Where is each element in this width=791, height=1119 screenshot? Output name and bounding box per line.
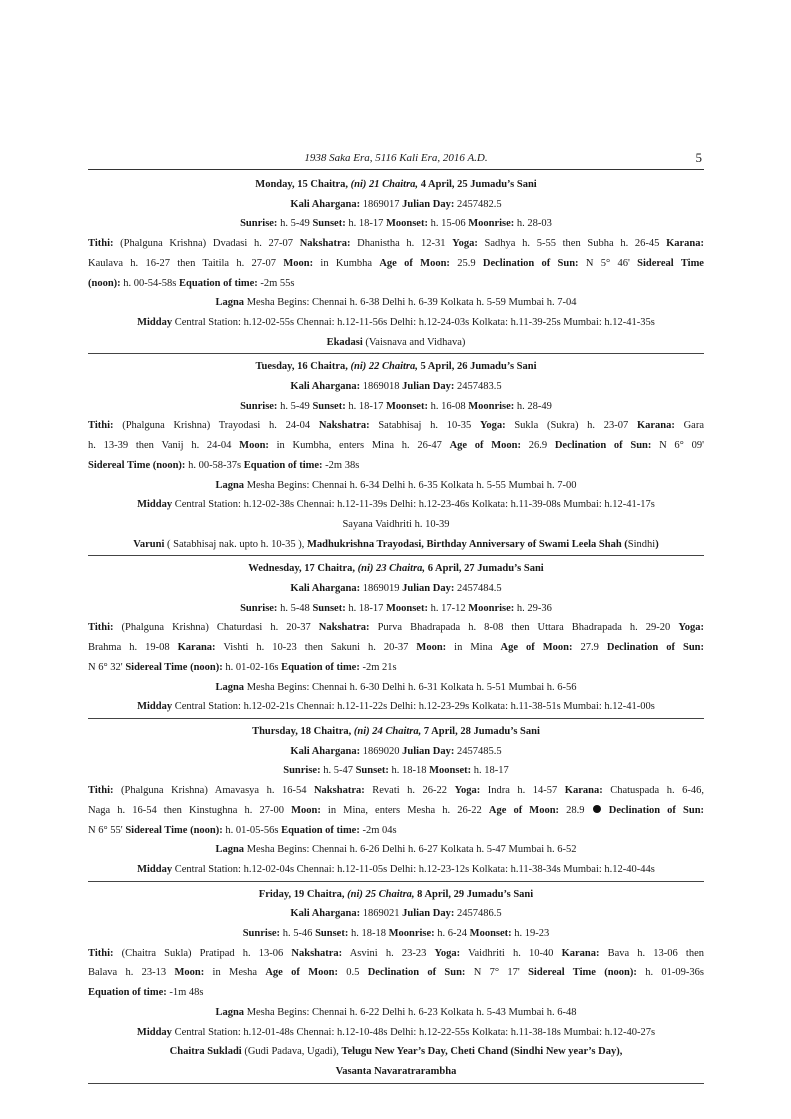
day-heading: Wednesday, 17 Chaitra, (ni) 23 Chaitra, 6 April, 27 Jumadu’s Sani (248, 563, 544, 575)
ahargana-line: Kali Ahargana: 1869017 Julian Day: 2457482.5 (290, 198, 502, 210)
lagna-line: Lagna Mesha Begins: Chennai h. 6-22 Delhi h. 6-23 Kolkata h. 5-43 Mumbai h. 6-48 (215, 1006, 577, 1018)
midday-line: Midday Central Station: h.12-01-48s Chennai: h.12-10-48s Delhi: h.12-22-55s Kolkata: h.11-38-18s Mumbai: h.12-40-27s (136, 1026, 656, 1038)
running-header (88, 151, 704, 170)
panchang-details: Tithi: (Chaitra Sukla) Pratipad h. 13-06 Nakshatra: Asvini h. 23-23 Yoga: Vaidhriti h. 10-40 Karana: Bava h. 13-06 then Balava h. 23-13 Moon: in Mesha Age of Moon: 0.5 Declination of Sun: N 7° 17' Sidereal Time (noon): h. 01-09-36s Equation of time: -1m 48s (88, 947, 704, 999)
sun-moon-times: Sunrise: h. 5-46 Sunset: h. 18-18 Moonrise: h. 6-24 Moonset: h. 19-23 (242, 928, 550, 940)
header-title: 1938 Saka Era, 5116 Kali Era, 2016 A.D. (304, 152, 488, 164)
day-heading: Friday, 19 Chaitra, (ni) 25 Chaitra, 8 April, 29 Jumadu’s Sani (258, 888, 534, 900)
lagna-line: Lagna Mesha Begins: Chennai h. 6-26 Delhi h. 6-27 Kolkata h. 5-47 Mumbai h. 6-52 (215, 844, 577, 856)
day-heading: Monday, 15 Chaitra, (ni) 21 Chaitra, 4 April, 25 Jumadu’s Sani (255, 179, 537, 190)
day-entry-wednesday (88, 559, 704, 719)
almanac-content (88, 175, 704, 1087)
panchang-details: Tithi: (Phalguna Krishna) Trayodasi h. 24-04 Nakshatra: Satabhisaj h. 10-35 Yoga: Sukla (Sukra) h. 23-07 Karana: Gara h. 13-39 then Vanij h. 24-04 Moon: in Kumbha, enters Mina h. 26-47 Age of Moon: 26.9 Declination of Sun: N 6° 09' Sidereal Time (noon): h. 00-58-37s Equation of time: -2m 38s (88, 420, 704, 471)
sun-moon-times: Sunrise: h. 5-49 Sunset: h. 18-17 Moonset: h. 15-06 Moonrise: h. 28-03 (240, 218, 552, 230)
sayana-line: Sayana Vaidhriti h. 10-39 (342, 518, 450, 530)
ahargana-line: Kali Ahargana: 1869021 Julian Day: 2457486.5 (290, 908, 502, 920)
sun-moon-times: Sunrise: h. 5-48 Sunset: h. 18-17 Moonset: h. 17-12 Moonrise: h. 29-36 (240, 602, 552, 614)
ahargana-line: Kali Ahargana: 1869020 Julian Day: 2457485.5 (290, 745, 502, 757)
midday-line: Midday Central Station: h.12-02-38s Chennai: h.12-11-39s Delhi: h.12-23-46s Kolkata: h.11-39-08s Mumbai: h.12-41-17s (137, 499, 655, 511)
midday-line: Midday Central Station: h.12-02-04s Chennai: h.12-11-05s Delhi: h.12-23-12s Kolkata: h.11-38-34s Mumbai: h.12-40-44s (137, 863, 655, 875)
festival-line-2: Vasanta Navaratrarambha (335, 1065, 457, 1077)
lagna-line: Lagna Mesha Begins: Chennai h. 6-34 Delhi h. 6-35 Kolkata h. 5-55 Mumbai h. 7-00 (215, 479, 577, 491)
panchang-details: Tithi: (Phalguna Krishna) Amavasya h. 16-54 Nakshatra: Revati h. 26-22 Yoga: Indra h. 14-57 Karana: Chatuspada h. 6-46, Naga h. 16-54 then Kinstughna h. 27-00 Moon: in Mina, enters Mesha h. 26-22 Age of Moon: 28.9 Declination of Sun: N 6° 55' Sidereal Time (noon): h. 01-05-56s Equation of time: -2m 04s (88, 785, 705, 836)
day-heading: Thursday, 18 Chaitra, (ni) 24 Chaitra, 7 April, 28 Jumadu’s Sani (252, 725, 540, 737)
lagna-line: Lagna Mesha Begins: Chennai h. 6-30 Delhi h. 6-31 Kolkata h. 5-51 Mumbai h. 6-56 (215, 681, 577, 693)
day-entry-monday (88, 175, 704, 354)
midday-line: Midday Central Station: h.12-02-55s Chennai: h.12-11-56s Delhi: h.12-24-03s Kolkata: h.11-39-25s Mumbai: h.12-41-35s (137, 316, 655, 328)
panchang-details: Tithi: (Phalguna Krishna) Chaturdasi h. 20-37 Nakshatra: Purva Bhadrapada h. 8-08 then Uttara Bhadrapada h. 29-20 Yoga: Brahma h. 19-08 Karana: Vishti h. 10-23 then Sakuni h. 20-37 Moon: in Mina Age of Moon: 27.9 Declination of Sun: N 6° 32' Sidereal Time (noon): h. 01-02-16s Equation of time: -2m 21s (88, 622, 704, 673)
day-heading: Tuesday, 16 Chaitra, (ni) 22 Chaitra, 5 April, 26 Jumadu’s Sani (255, 361, 537, 373)
ahargana-line: Kali Ahargana: 1869018 Julian Day: 2457483.5 (290, 381, 502, 393)
ahargana-line: Kali Ahargana: 1869019 Julian Day: 2457484.5 (290, 583, 502, 595)
panchang-details: Tithi: (Phalguna Krishna) Dvadasi h. 27-07 Nakshatra: Dhanistha h. 12-31 Yoga: Sadhya h. 5-55 then Subha h. 26-45 Karana: Kaulava h. 16-27 then Taitila h. 27-07 Moon: in Kumbha Age of Moon: 25.9 Declination of Sun: N 5° 46' Sidereal Time (noon): h. 00-54-58s Equation of time: -2m 55s (88, 238, 704, 289)
festival-line: Ekadasi (Vaisnava and Vidhava) (326, 336, 466, 348)
midday-line: Midday Central Station: h.12-02-21s Chennai: h.12-11-22s Delhi: h.12-23-29s Kolkata: h.11-38-51s Mumbai: h.12-41-00s (137, 701, 655, 713)
sun-moon-times: Sunrise: h. 5-49 Sunset: h. 18-17 Moonset: h. 16-08 Moonrise: h. 28-49 (240, 400, 552, 412)
day-entry-friday (88, 885, 704, 1084)
page-number: 5 (695, 150, 702, 165)
lagna-line: Lagna Mesha Begins: Chennai h. 6-38 Delhi h. 6-39 Kolkata h. 5-59 Mumbai h. 7-04 (215, 297, 577, 309)
day-entry-thursday (88, 722, 704, 882)
day-entry-tuesday (88, 357, 704, 556)
new-moon-icon (593, 805, 601, 813)
sun-moon-times: Sunrise: h. 5-47 Sunset: h. 18-18 Moonset: h. 18-17 (283, 765, 509, 777)
festival-line: Chaitra Sukladi (Gudi Padava, Ugadi), Telugu New Year’s Day, Cheti Chand (Sindhi New year’s Day), (169, 1046, 623, 1058)
festival-line: Varuni ( Satabhisaj nak. upto h. 10-35 ), Madhukrishna Trayodasi, Birthday Anniversary of Swami Leela Shah (Sindhi) (133, 538, 659, 550)
